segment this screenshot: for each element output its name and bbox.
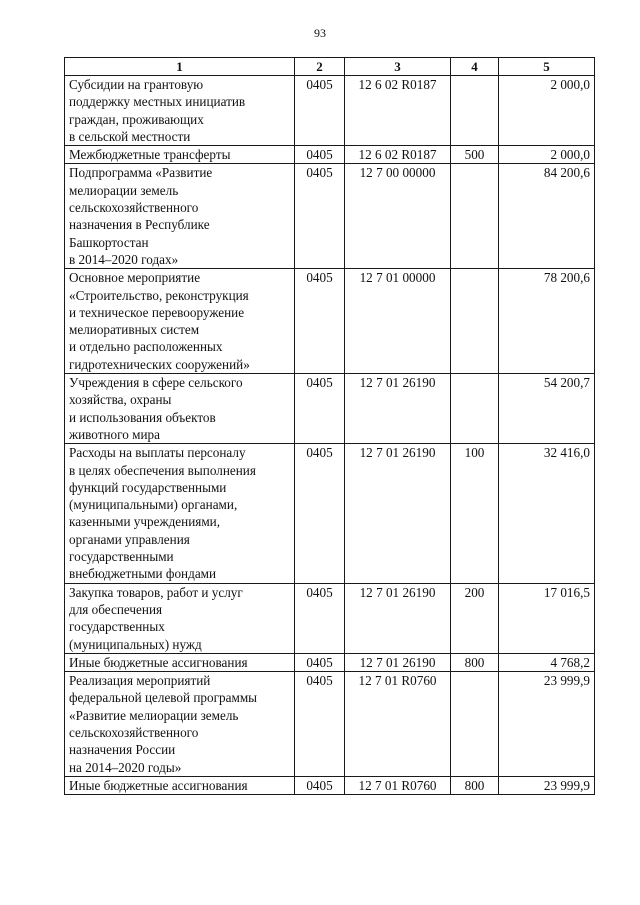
row-name-cell [65, 269, 295, 374]
row-name-line: Расходы на выплаты персоналу [69, 445, 246, 461]
budget-table [64, 57, 595, 795]
row-name-line: в целях обеспечения выполнения [69, 462, 256, 478]
row-name-cell [65, 583, 295, 653]
row-name-cell [65, 164, 295, 269]
row-name-cell [65, 374, 295, 444]
row-code-cell: 12 6 02 R0187 [345, 76, 451, 146]
row-name-line: и использования объектов [69, 409, 216, 425]
row-name-line: назначения в Республике [69, 217, 210, 233]
row-name-line: поддержку местных инициатив [69, 94, 246, 110]
row-name-line: государственными [69, 549, 174, 565]
header-section-column: 2 [295, 58, 345, 76]
table-row [65, 776, 595, 794]
row-name-line: животного мира [69, 426, 160, 442]
row-name-line: сельскохозяйственного [69, 200, 199, 216]
row-section-cell: 0405 [295, 269, 345, 374]
row-name-line: назначения России [69, 742, 176, 758]
row-name-line: и отдельно расположенных [69, 339, 223, 355]
row-code-cell: 12 7 01 R0760 [345, 776, 451, 794]
row-code-cell: 12 7 01 26190 [345, 583, 451, 653]
row-name-line: для обеспечения [69, 601, 163, 617]
row-name-line: Закупка товаров, работ и услуг [69, 584, 243, 600]
row-type-cell [451, 374, 499, 444]
row-section-cell: 0405 [295, 444, 345, 583]
row-name-line: государственных [69, 619, 165, 635]
row-type-cell [451, 672, 499, 777]
row-amount-cell: 23 999,9 [499, 672, 595, 777]
row-type-cell [451, 269, 499, 374]
row-name-line: казенными учреждениями, [69, 514, 221, 530]
row-amount-cell: 2 000,0 [499, 76, 595, 146]
row-section-cell: 0405 [295, 146, 345, 164]
row-section-cell: 0405 [295, 672, 345, 777]
table-body [65, 76, 595, 795]
row-amount-cell: 17 016,5 [499, 583, 595, 653]
row-amount-cell: 78 200,6 [499, 269, 595, 374]
row-code-cell: 12 7 01 00000 [345, 269, 451, 374]
row-name-line: в сельской местности [69, 128, 191, 144]
row-section-cell: 0405 [295, 776, 345, 794]
row-name-line: Субсидии на грантовую [69, 77, 204, 92]
row-amount-cell: 4 768,2 [499, 653, 595, 671]
row-name-line: мелиорации земель [69, 182, 179, 198]
header-type-column: 4 [451, 58, 499, 76]
table-row [65, 672, 595, 777]
row-type-cell: 800 [451, 776, 499, 794]
row-type-cell: 500 [451, 146, 499, 164]
row-name-line: внебюджетными фондами [69, 566, 217, 582]
row-name-line: «Развитие мелиорации земель [69, 707, 239, 723]
row-name-line: и техническое перевооружение [69, 304, 245, 320]
header-code-column: 3 [345, 58, 451, 76]
row-name-line: Основное мероприятие [69, 270, 201, 286]
row-name-line: хозяйства, охраны [69, 392, 172, 408]
row-code-cell: 12 7 01 R0760 [345, 672, 451, 777]
row-type-cell: 200 [451, 583, 499, 653]
row-amount-cell: 32 416,0 [499, 444, 595, 583]
row-code-cell: 12 6 02 R0187 [345, 146, 451, 164]
row-name-line: Учреждения в сфере сельского [69, 375, 243, 391]
row-name-line: Межбюджетные трансферты [69, 147, 231, 163]
table-row [65, 653, 595, 671]
row-code-cell: 12 7 01 26190 [345, 374, 451, 444]
row-section-cell: 0405 [295, 164, 345, 269]
row-name-cell [65, 76, 295, 146]
header-name-column: 1 [65, 58, 295, 76]
row-amount-cell: 54 200,7 [499, 374, 595, 444]
row-type-cell: 100 [451, 444, 499, 583]
row-name-line: Иные бюджетные ассигнования [69, 654, 248, 670]
row-section-cell: 0405 [295, 374, 345, 444]
row-code-cell: 12 7 01 26190 [345, 653, 451, 671]
row-name-line: сельскохозяйственного [69, 724, 199, 740]
row-name-line: Реализация мероприятий [69, 673, 211, 689]
table-row [65, 269, 595, 374]
table-row [65, 374, 595, 444]
row-section-cell: 0405 [295, 653, 345, 671]
table-row [65, 146, 595, 164]
row-name-line: гидротехнических сооружений» [69, 356, 250, 372]
row-name-line: в 2014–2020 годах» [69, 251, 179, 267]
row-name-cell [65, 146, 295, 164]
row-name-line: мелиоративных систем [69, 322, 200, 338]
row-name-line: на 2014–2020 годы» [69, 759, 182, 775]
row-name-line: Иные бюджетные ассигнования [69, 777, 248, 793]
row-name-line: «Строительство, реконструкция [69, 287, 249, 303]
table-row [65, 583, 595, 653]
row-name-line: органами управления [69, 531, 190, 547]
row-name-cell [65, 444, 295, 583]
header-amount-column: 5 [499, 58, 595, 76]
row-name-cell [65, 672, 295, 777]
row-section-cell: 0405 [295, 583, 345, 653]
row-name-line: граждан, проживающих [69, 111, 204, 127]
row-amount-cell: 2 000,0 [499, 146, 595, 164]
row-type-cell: 800 [451, 653, 499, 671]
row-type-cell [451, 164, 499, 269]
row-name-line: (муниципальных) нужд [69, 636, 202, 652]
row-name-line: федеральной целевой программы [69, 690, 258, 706]
table-header-row [65, 58, 595, 76]
table-row [65, 164, 595, 269]
row-section-cell: 0405 [295, 76, 345, 146]
row-code-cell: 12 7 01 26190 [345, 444, 451, 583]
row-amount-cell: 23 999,9 [499, 776, 595, 794]
table-row [65, 76, 595, 146]
row-amount-cell: 84 200,6 [499, 164, 595, 269]
page-number: 93 [314, 26, 326, 40]
row-code-cell: 12 7 00 00000 [345, 164, 451, 269]
row-name-line: Башкортостан [69, 234, 149, 250]
row-name-cell [65, 776, 295, 794]
row-name-cell [65, 653, 295, 671]
row-type-cell [451, 76, 499, 146]
row-name-line: Подпрограмма «Развитие [69, 165, 213, 181]
row-name-line: функций государственными [69, 479, 227, 495]
row-name-line: (муниципальными) органами, [69, 497, 238, 513]
table-row [65, 444, 595, 583]
